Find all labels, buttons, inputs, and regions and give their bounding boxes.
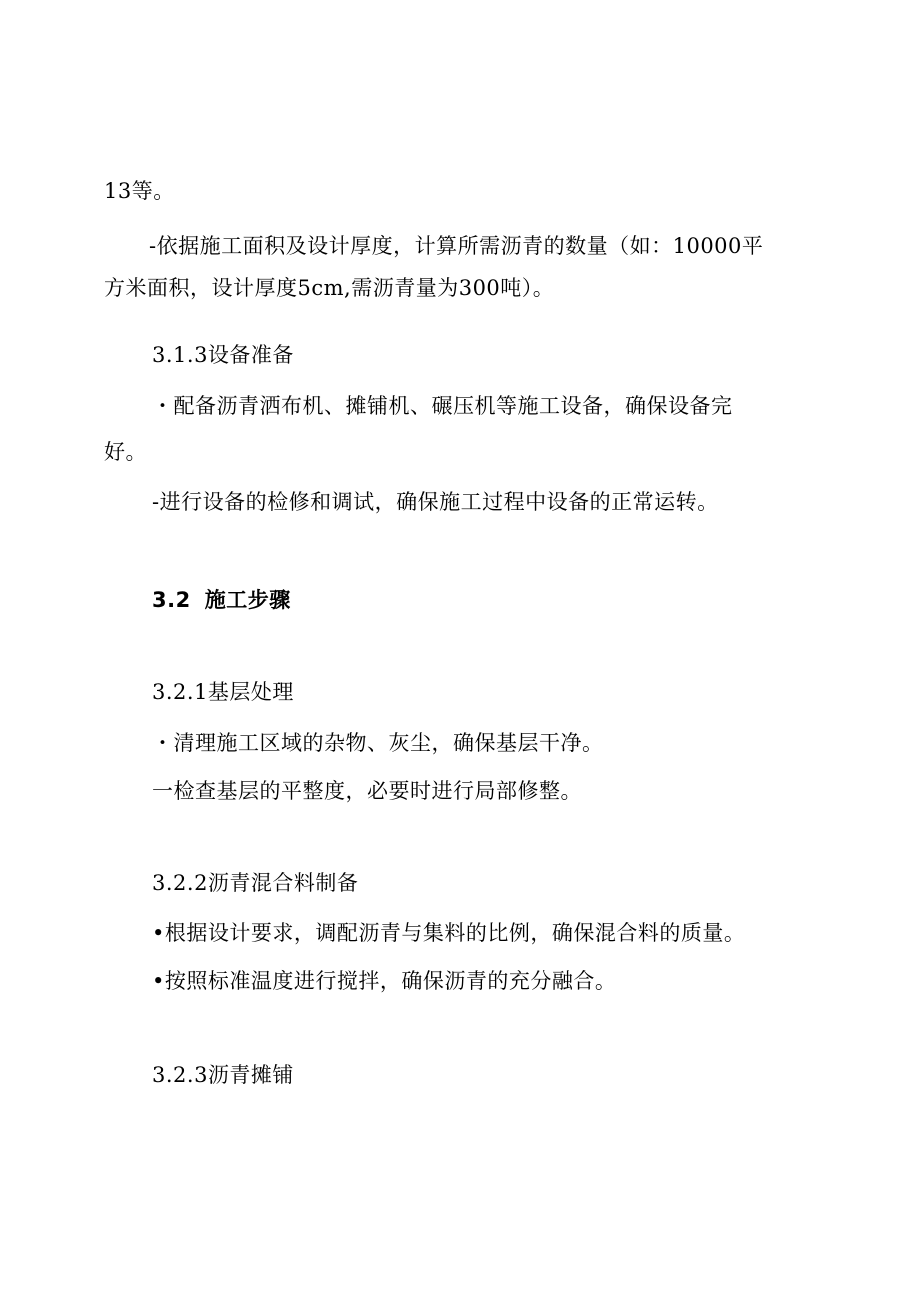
text-line-7: -进行设备的检修和调试，确保施工过程中设备的正常运转。 [152,490,719,514]
text-line-5: ・配备沥青洒布机、摊铺机、碾压机等施工设备，确保设备完 [152,394,733,418]
text-line-11: 一检查基层的平整度，必要时进行局部修整。 [152,779,582,803]
subsection-heading-3-2-2: 3.2.2沥青混合料制备 [152,871,359,895]
section-heading-3-2 [152,585,291,615]
text-line-6: 好。 [104,440,147,464]
subsection-heading-3-2-1: 3.2.1基层处理 [152,680,294,704]
text-line-10: ・清理施工区域的杂物、灰尘，确保基层干净。 [152,731,604,755]
subsection-heading-3-2-3: 3.2.3沥青摊铺 [152,1063,294,1087]
text-line-14: •按照标准温度进行搅拌，确保沥青的充分融合。 [152,969,617,993]
section-number: 3.2 [152,588,191,612]
subsection-heading-3-1-3: 3.1.3设备准备 [152,343,294,367]
text-line-1: 13等。 [104,179,175,203]
section-title: 施工步骤 [204,588,291,612]
text-line-2: -依据施工面积及设计厚度，计算所需沥青的数量（如：10000平 [149,234,764,258]
text-line-13: •根据设计要求，调配沥青与集料的比例，确保混合料的质量。 [152,921,746,945]
text-line-3: 方米面积，设计厚度5cm,需沥青量为300吨）。 [104,276,555,300]
